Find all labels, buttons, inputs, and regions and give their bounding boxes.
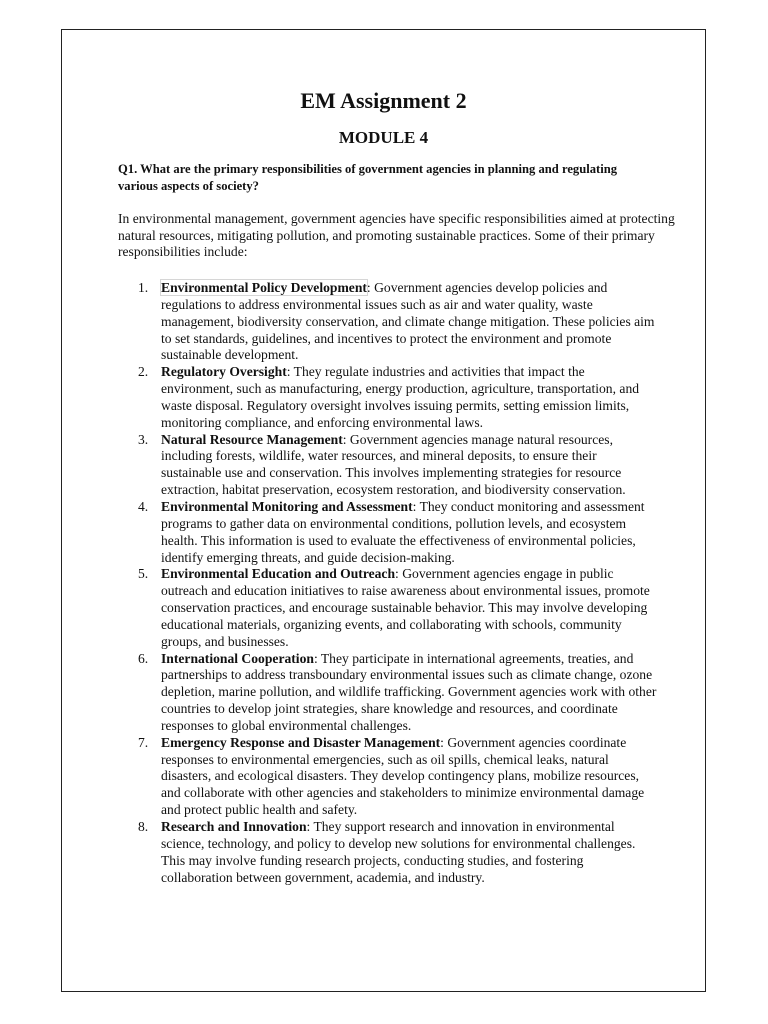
document-title: EM Assignment 2 [300, 88, 467, 113]
list-item [118, 499, 658, 566]
list-item-number: 7. [138, 734, 149, 750]
list-item-title: Research and Innovation [161, 819, 307, 834]
responsibilities-list [118, 280, 658, 886]
list-item-number: 5. [138, 566, 149, 582]
list-item-text: : Government agencies manage natural resources, including forests, wildlife, water resources, and mineral deposits, to ensure their sustainable use and conservation. This involves implementing strategies for resource extraction, habitat preservation, ecosystem restoration, and biodiversity conservation. [161, 431, 626, 498]
list-item-title: Environmental Education and Outreach [161, 566, 396, 582]
list-item-title: Environmental Monitoring and Assessment [161, 498, 413, 514]
list-item [118, 364, 658, 431]
list-item-text: : They support research and innovation in environmental science, technology, and policy to develop new solutions for environmental challenges. This may involve funding research projects, conducting studies, and fostering collaboration between government, academia, and industry. [161, 819, 636, 885]
list-item [118, 566, 658, 650]
list-item-text: : Government agencies engage in public outreach and education initiatives to raise awareness about environmental issues, promote conservation practices, and encourage sustainable behavior. This may involve developing educational materials, organizing events, and collaborating with schools, community groups, and businesses. [161, 566, 650, 649]
list-item-title: Environmental Policy Development [161, 280, 367, 295]
list-item-number: 6. [138, 650, 149, 666]
list-item-title: Emergency Response and Disaster Management [161, 734, 441, 750]
list-item-number: 2. [138, 364, 149, 380]
list-item-number: 1. [138, 280, 149, 295]
list-item-text: : Government agencies develop policies and regulations to address environmental issues such as air and water quality, waste management, biodiversity conservation, and climate change mitigation. These policies aim to set standards, guidelines, and incentives to protect the environment and promote sustainable development. [161, 280, 655, 363]
list-item [118, 651, 658, 735]
question-text: Q1. What are the primary responsibilities of government agencies in planning and regulating various aspects of society? [118, 162, 617, 193]
list-item-number: 3. [138, 431, 149, 447]
list-item-text: : They regulate industries and activities that impact the environment, such as manufacturing, energy production, agriculture, transportation, and waste disposal. Regulatory oversight involves issuing permits, setting emission limits, monitoring compliance, and enforcing environmental laws. [161, 364, 640, 430]
list-item-title: Natural Resource Management [161, 431, 343, 447]
list-item-title: Regulatory Oversight [161, 364, 287, 380]
list-item-text: : They conduct monitoring and assessment programs to gather data on environmental conditions, pollution levels, and ecosystem health. This information is used to evaluate the effectiveness of environmental policies, identify emerging threats, and guide decision-making. [161, 498, 645, 565]
list-item-text: : They participate in international agreements, treaties, and partnerships to address transboundary environmental issues such as climate change, ozone depletion, marine pollution, and wildlife trafficking. Government agencies work with other countries to develop joint strategies, share knowledge and resources, and coordinate responses to global environmental challenges. [161, 650, 657, 733]
document-page [61, 29, 706, 992]
list-item [118, 432, 658, 499]
list-item [118, 819, 658, 886]
list-item-title: International Cooperation [161, 650, 314, 666]
intro-paragraph: In environmental management, government agencies have specific responsibilities aimed at protecting natural resources, mitigating pollution, and promoting sustainable practices. Some of their primary responsibilities include: [118, 211, 675, 260]
list-item [118, 735, 658, 819]
module-heading: MODULE 4 [338, 128, 429, 147]
list-item-text: : Government agencies coordinate responses to environmental emergencies, such as oil spills, chemical leaks, natural disasters, and ecological disasters. They develop contingency plans, mobilize resources, and collaborate with other agencies and stakeholders to minimize environmental damage and protect public health and safety. [161, 734, 645, 818]
list-item-number: 4. [138, 498, 149, 514]
list-item [118, 280, 658, 364]
list-item-number: 8. [138, 819, 149, 834]
